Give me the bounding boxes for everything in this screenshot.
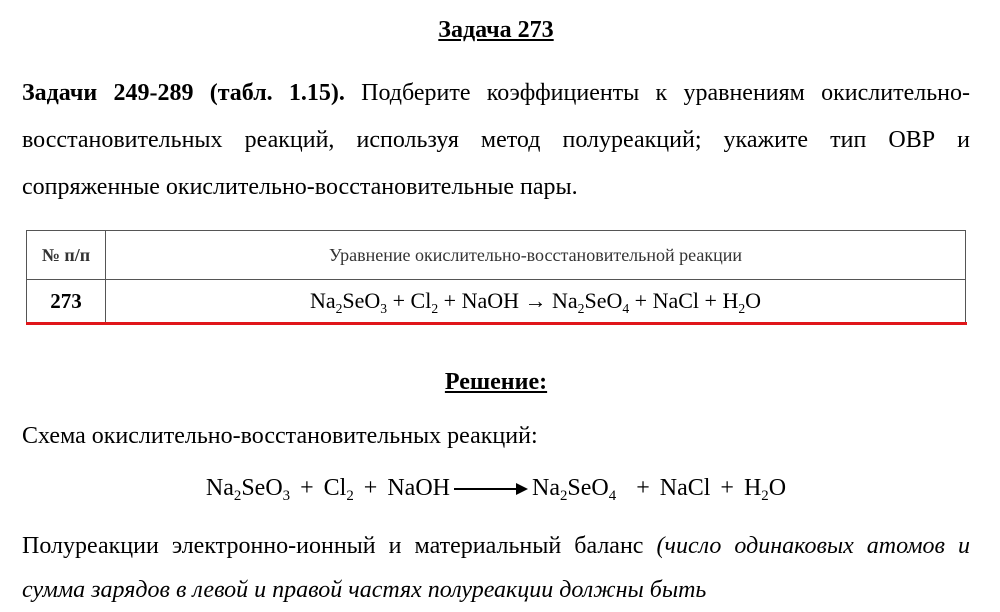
- eq-p3-b: O: [745, 288, 762, 313]
- task-bold-head: Задачи 249-289 (табл. 1.15).: [22, 80, 345, 106]
- eq-r2-sub: 2: [431, 300, 439, 316]
- eq-r1-sub2: 3: [380, 300, 388, 316]
- eq-p1-sub1: 2: [577, 300, 585, 316]
- eq-p3-a: H: [722, 288, 739, 313]
- eq-p1-sub2: 4: [622, 300, 630, 316]
- me-r2-s1: 2: [346, 488, 354, 505]
- me-p1-a: Na: [531, 475, 560, 501]
- eq-plus: +: [704, 288, 717, 313]
- me-p3-b: O: [768, 475, 787, 501]
- scheme-label: Схема окислительно-восстановительных реакций:: [22, 423, 538, 449]
- me-plus: +: [720, 475, 734, 501]
- solution-heading: Решение:: [444, 369, 548, 395]
- me-plus: +: [300, 475, 314, 501]
- table-header-number: № п/п: [27, 231, 106, 280]
- me-p2: NaCl: [659, 475, 711, 501]
- task-text: Подберите коэффициенты к уравнениям окислительно-восстановительных реакций, используя метод полуреакций; укажите тип ОВР и сопряженные окислительно-восстановительные пары.: [22, 80, 970, 200]
- me-r1-s1: 2: [233, 488, 242, 505]
- me-plus: +: [636, 475, 650, 501]
- eq-p2: NaCl: [652, 288, 700, 313]
- me-p3-a: H: [743, 475, 762, 501]
- equation-table-wrapper: [26, 230, 966, 326]
- me-p3-s1: 2: [761, 488, 769, 505]
- me-plus: +: [363, 475, 378, 501]
- half-reactions-text: Полуреакции электронно-ионный и материальный баланс: [22, 533, 657, 559]
- document-page: [22, 0, 971, 603]
- table-header-equation: Уравнение окислительно-восстановительной реакции: [106, 231, 966, 280]
- eq-p1-a: Na: [552, 288, 578, 313]
- me-r1-a: Na: [205, 475, 234, 501]
- me-r1-s2: 3: [282, 488, 291, 505]
- half-reactions-paragraph: [22, 524, 970, 612]
- half-reactions-italic: (число одинаковых атомов и сумма зарядов в левой и правой частях полуреакции должны быть: [22, 533, 971, 603]
- equation-table: [26, 230, 966, 323]
- me-r1-b: SeO: [241, 475, 283, 501]
- eq-r2-a: Cl: [410, 288, 432, 313]
- me-p1-s2: 4: [608, 488, 617, 505]
- red-underline: [26, 322, 967, 325]
- eq-plus: +: [392, 288, 406, 313]
- me-p1-b: SeO: [567, 475, 609, 501]
- me-p1-s1: 2: [559, 488, 568, 505]
- me-r2-a: Cl: [323, 475, 347, 501]
- task-description: [22, 70, 970, 211]
- page-title: Задача 273: [438, 17, 554, 43]
- eq-plus: +: [443, 288, 457, 313]
- eq-r1-sub1: 2: [335, 300, 343, 316]
- table-cell-equation: [106, 280, 966, 323]
- eq-r3: NaOH: [461, 288, 519, 313]
- eq-r1-b: SeO: [342, 288, 381, 313]
- eq-plus: +: [634, 288, 648, 313]
- eq-p3-sub: 2: [738, 300, 746, 316]
- table-cell-number: 273: [27, 280, 106, 323]
- eq-r1-a: Na: [309, 288, 336, 313]
- reaction-arrow-icon: [454, 479, 528, 499]
- eq-arrow: →: [524, 288, 547, 313]
- eq-p1-b: SeO: [584, 288, 623, 313]
- main-equation: [22, 470, 970, 506]
- table-header-row: [27, 231, 966, 280]
- me-r3: NaOH: [387, 475, 450, 501]
- table-row: [27, 280, 966, 323]
